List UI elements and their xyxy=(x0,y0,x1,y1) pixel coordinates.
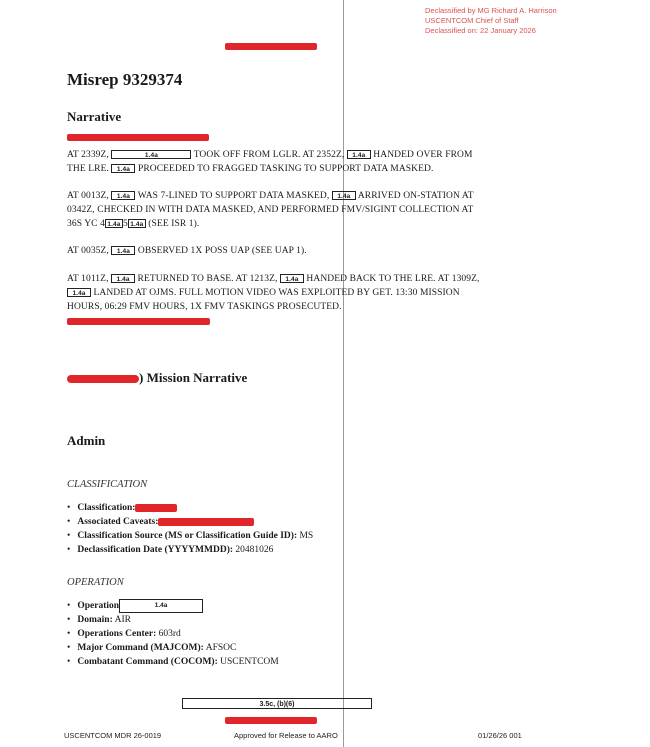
narrative-paragraph-3 xyxy=(67,244,307,258)
domain-value: AIR xyxy=(114,615,131,626)
text: 5 xyxy=(122,219,128,229)
text: AT 0013Z, xyxy=(67,191,109,201)
bottom-redaction-bar xyxy=(225,717,317,724)
ops-center-label: Operations Center: xyxy=(77,629,157,640)
list-item xyxy=(67,655,279,669)
text: PROCEEDED TO FRAGGED TASKING TO SUPPORT DATA MASKED. xyxy=(137,164,434,174)
top-redaction-bar xyxy=(225,43,317,50)
text: HOURS, 06:29 FMV HOURS, 1X FMV TASKINGS PROSECUTED. xyxy=(67,302,342,312)
operation-label: Operation xyxy=(77,601,120,612)
redaction-box: 1.4a xyxy=(119,599,203,613)
cocom-value: USCENTCOM xyxy=(220,657,279,668)
redaction-box: 1.4a xyxy=(105,219,123,228)
redaction-box: 1.4a xyxy=(111,191,135,200)
classification-list xyxy=(67,501,313,557)
list-item xyxy=(67,641,279,655)
redaction-box: 1.4a xyxy=(332,191,356,200)
declass-line-3: Declassified on: 22 January 2026 xyxy=(425,26,536,35)
text: WAS 7-LINED TO SUPPORT DATA MASKED, xyxy=(137,191,330,201)
footer-right: 01/26/26 001 xyxy=(478,731,522,740)
text: HANDED OVER FROM xyxy=(373,150,473,160)
text: OBSERVED 1X POSS UAP (SEE UAP 1). xyxy=(137,246,307,256)
redaction-bar xyxy=(135,504,177,512)
admin-heading: Admin xyxy=(67,433,106,448)
source-value: MS xyxy=(299,531,314,541)
declass-line-2: USCENTCOM Chief of Staff xyxy=(425,16,519,25)
text: RETURNED TO BASE. AT 1213Z, xyxy=(137,274,278,284)
list-item xyxy=(67,627,279,641)
text: ARRIVED ON-STATION AT xyxy=(357,191,474,201)
declass-date-label: Declassification Date (YYYYMMDD): xyxy=(77,545,234,555)
list-item xyxy=(67,529,313,543)
majcom-label: Major Command (MAJCOM): xyxy=(77,643,204,654)
narrative-redaction-bar xyxy=(67,134,209,141)
classification-label: Classification: xyxy=(77,503,136,513)
operation-section-heading: OPERATION xyxy=(67,577,124,588)
narrative-paragraph-2 xyxy=(67,189,474,231)
heading-text: ) Mission Narrative xyxy=(139,370,248,385)
declass-date-value: 20481026 xyxy=(235,545,274,555)
text: LANDED AT OJMS. FULL MOTION VIDEO WAS EXPLOITED BY GET. 13:30 MISSION xyxy=(93,288,460,298)
declassification-stamp xyxy=(425,6,557,36)
text: 0342Z, CHECKED IN WITH DATA MASKED, AND PERFORMED FMV/SIGINT COLLECTION AT xyxy=(67,205,474,215)
mission-narrative-heading xyxy=(67,370,247,386)
redaction-box: 1.4a xyxy=(128,219,146,228)
text: AT 2339Z, xyxy=(67,150,109,160)
footer-center: Approved for Release to AARO xyxy=(234,731,338,740)
majcom-value: AFSOC xyxy=(205,643,237,654)
domain-label: Domain: xyxy=(77,615,113,626)
text: THE LRE. xyxy=(67,164,109,174)
cocom-label: Combatant Command (COCOM): xyxy=(77,657,218,668)
redaction-box: 1.4a xyxy=(280,274,304,283)
bottom-redaction-box: 3.5c, (b)(6) xyxy=(182,698,372,709)
text: TOOK OFF FROM LGLR. AT 2352Z, xyxy=(193,150,345,160)
redaction-box: 1.4a xyxy=(111,164,135,173)
caveats-label: Associated Caveats: xyxy=(77,517,159,527)
declass-line-1: Declassified by MG Richard A. Harrison xyxy=(425,6,557,15)
operation-list xyxy=(67,599,279,669)
ops-center-value: 603rd xyxy=(158,629,181,640)
list-item xyxy=(67,501,313,515)
page-title: Misrep 9329374 xyxy=(67,70,183,89)
narrative-paragraph-4 xyxy=(67,272,480,314)
narrative-heading: Narrative xyxy=(67,109,122,124)
redaction-box: 1.4a xyxy=(111,274,135,283)
text: HANDED BACK TO THE LRE. AT 1309Z, xyxy=(306,274,480,284)
list-item xyxy=(67,599,279,613)
footer-left: USCENTCOM MDR 26-0019 xyxy=(64,731,162,740)
redaction-bar xyxy=(158,518,254,526)
redaction-box: 1.4a xyxy=(347,150,371,159)
text: AT 0035Z, xyxy=(67,246,109,256)
redaction-box: 1.4a xyxy=(111,246,135,255)
classification-section-heading: CLASSIFICATION xyxy=(67,479,148,490)
narrative-end-redaction-bar xyxy=(67,318,210,325)
text: 36S YC 4 xyxy=(67,219,105,229)
list-item xyxy=(67,543,313,557)
page-fold-line xyxy=(343,0,344,747)
redaction-box: 1.4a xyxy=(67,288,91,297)
text: (SEE ISR 1). xyxy=(148,219,200,229)
source-label: Classification Source (MS or Classification Guide ID): xyxy=(77,531,298,541)
text: AT 1011Z, xyxy=(67,274,109,284)
redaction-box: 1.4a xyxy=(111,150,191,159)
list-item xyxy=(67,515,313,529)
narrative-paragraph-1 xyxy=(67,148,473,176)
redaction-smudge xyxy=(67,375,139,383)
list-item xyxy=(67,613,279,627)
